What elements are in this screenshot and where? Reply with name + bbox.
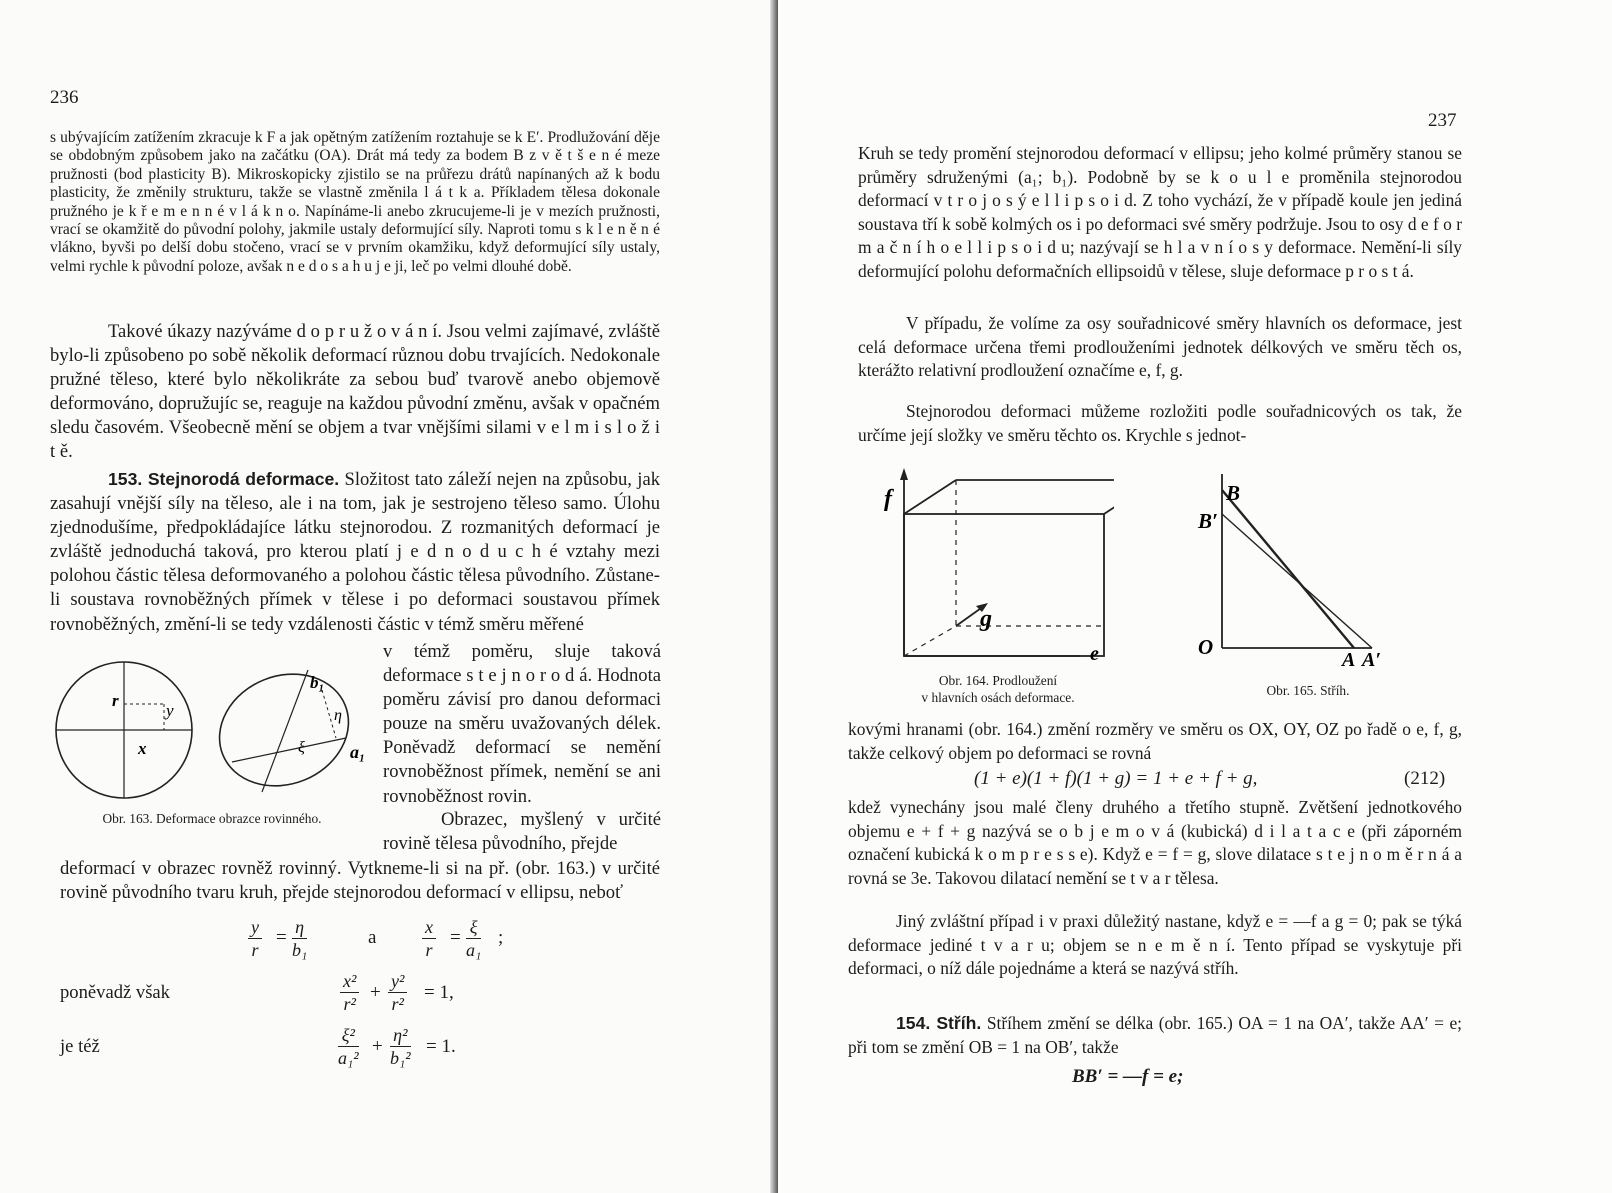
cube-hidden-d	[904, 626, 956, 656]
label-e: e	[1090, 643, 1099, 665]
frac-y-r: $\frac{y}{r}$	[248, 916, 262, 961]
section-153	[50, 467, 660, 637]
label-r: r	[112, 691, 119, 710]
paragraph-kruh: Kruh se tedy promění stejnorodou deformací v ellipsu; jeho kolmé průměry stanou se průměry sdruženými (a₁; b₁). Podobně by se k o u l e proměnila stejnorodou deformací v t r o j o s ý e l l i p s o i d. Z toho vychází, že v případě koule jen jediná soustava tří k sobě kolmých os i po deformaci své směry podržuje. Jsou to osy d e f o r m a č n í h o e l l i p s o i d u; nazývají se h l a v n í o s y deformace. Nemění-li síly deformující polohu deformačních ellipsoidů v tělese, sluje deformace p r o s t á.	[858, 143, 1462, 281]
eq2-plus: +	[370, 982, 381, 1003]
figure-165-shear	[1196, 470, 1386, 666]
frac-xi2-a12: $\frac{\text{ξ²}}{\text{a₁²}}$	[338, 1025, 359, 1068]
cube-edge-3	[1104, 480, 1114, 514]
eq3-rhs: = 1.	[426, 1036, 456, 1057]
frac-xi-a1: $\frac{\xi}{\text{a₁}}$	[466, 917, 482, 960]
eq1-equals-1: =	[276, 927, 287, 948]
frac-eta-b1: $\frac{\eta}{\text{b₁}}$	[292, 917, 308, 960]
eq1-equals-2: =	[450, 927, 461, 948]
page-number-left: 236	[50, 87, 79, 108]
figure-163-caption: Obr. 163. Deformace obrazce rovinného.	[102, 811, 322, 826]
label-je-tez: je též	[60, 1036, 100, 1057]
paragraph-deformaci: deformací v obrazec rovněž rovinný. Vytkneme-li si na př. (obr. 163.) v určité rovině původního tvaru kruh, přejde stejnorodou deformací v ellipsu, neboť	[60, 858, 660, 904]
ellipse-group	[203, 658, 366, 805]
label-a1: a₁	[350, 742, 366, 762]
frac-x-r: $\frac{x}{r}$	[422, 916, 436, 961]
paragraph-kdez: kdež vynechány jsou malé členy druhého a třetího stupně. Zvětšení jednotkového objemu e + f + g nazývá se o b j e m o v á (kubická) d i l a t a c e (při záporném označení kubická k o m p r e s s e). Když e = f = g, slove dilatace s t e j n o m ě r n á a rovná se 3e. Takovou dilatací nemění se t v a r tělesa.	[848, 797, 1462, 888]
line-b2a2	[1222, 514, 1372, 648]
section-153-text: Složitost tato záleží nejen na způsobu, jak zasahují vnější síly na těleso, ale i na tom, jak je sestrojeno těleso samo. Úlohu zjednodušíme, předpokládajíce látku stejnorodou. Z rozmanitých deformací je zvláště jednoduchá taková, pro kterou platí j e d n o d u c h é vztahy mezi polohou částic tělesa deformovaného a polohou částic tělesa původního. Zůstane-li soustava rovnoběžných přímek v tělese i po deformaci soustavou přímek rovnoběžných, změní-li se tedy vzdálenosti částic v témž směru měřené	[50, 469, 660, 635]
section-154	[848, 1012, 1462, 1059]
section-heading-153: 153. Stejnorodá deformace.	[108, 469, 340, 489]
figure-164-caption	[878, 672, 1118, 706]
cube-front-face	[904, 514, 1104, 656]
label-g: g	[980, 606, 992, 632]
label-f: f	[884, 486, 892, 512]
paragraph-dopruzovani: Takové úkazy nazýváme d o p r u ž o v á n í. Jsou velmi zajímavé, zvláště bylo-li způsobeno po sobě několik deformací různou dobu trvajících. Nedokonale pružné těleso, které bylo několikráte za sebou buď tvarově anebo objemově deformováno, dopružujíc se, reaguje na každou původní změnu, avšak v opačném sledu časovém. Všeobecně mění se objem a tvar vnějšími silami v e l m i s l o ž i t ě.	[50, 321, 660, 463]
figure-163-ellipses	[52, 658, 372, 806]
figure-164-caption-line-1: Obr. 164. Prodloužení	[938, 673, 1058, 688]
label-eta: η	[334, 707, 342, 724]
label-xi: ξ	[298, 739, 305, 756]
ellipse-deformed	[203, 658, 366, 805]
section-154-text: Stříhem změní se délka (obr. 165.) OA = 1 na OA′, takže AA′ = e; při tom se změní OB = 1 na OB′, takže	[848, 1013, 1462, 1057]
paragraph-jiny: Jiný zvláštní případ i v praxi důležitý nastane, když e = —f a g = 0; pak se týká deformace jediné t v a r u; objem se n e m ě n í. Tento případ se vyskytuje při deformaci, o níž dále pojednáme a která se nazývá stříh.	[848, 911, 1462, 978]
axis-f-arrow	[900, 468, 908, 480]
paragraph-kovymi: kovými hranami (obr. 164.) změní rozměry ve směru os OX, OY, OZ po řadě o e, f, g, takže celkový objem po deformaci se rovná	[848, 719, 1462, 763]
label-b-prime: B′	[1198, 509, 1218, 533]
cube-edge-1	[904, 480, 956, 514]
figure-165-caption: Obr. 165. Stříh.	[1266, 683, 1350, 698]
equation-212: (1 + e)(1 + f)(1 + g) = 1 + e + f + g,	[974, 768, 1258, 789]
figure-164-caption-line-2: v hlavních osách deformace.	[921, 690, 1075, 705]
right-page	[778, 0, 1612, 1193]
left-page	[0, 0, 778, 1193]
frac-y2-r2: $\frac{\text{y²}}{\text{r²}}$	[388, 970, 407, 1015]
label-b: B	[1226, 481, 1241, 505]
frac-eta2-b12: $\frac{\text{η²}}{\text{b₁²}}$	[390, 1025, 411, 1068]
frac-x2-r2: $\frac{\text{x²}}{\text{r²}}$	[340, 970, 359, 1015]
paragraph-stejnorodou: Stejnorodou deformaci můžeme rozložiti podle souřadnicových os tak, že určíme její složky ve směru těchto os. Krychle s jednot-	[858, 401, 1462, 445]
side-text-2: Obrazec, myšlený v určité rovině tělesa původního, přejde	[383, 809, 661, 855]
small-print-paragraph: s ubývajícím zatížením zkracuje k F a jak opětným zatížením roztahuje se k E′. Prodlužování děje se obdobným způsobem jako na začátku (OA). Drát má tedy za bodem B z v ě t š e n é meze pružnosti (bod plasticity B). Mikroskopicky zjistilo se na průřezu drátů napínaných až k bodu plasticity, že změnily strukturu, takže se vlastně změnila l á t k a. Příkladem tělesa dokonale pružného je k ř e m e n n é v l á k n o. Napínáme-li anebo zkrucujeme-li je v mezích pružnosti, vrací se okamžitě do původní polohy, jakmile ustaly deformující síly. Naproti tomu s k l e n ě n é vlákno, byvši po delší dobu stočeno, vrací se v prvním okamžiku, když deformující síly ustaly, velmi rychle k původní poloze, avšak n e d o s a h u j e ji, leč po velmi dlouhé době.	[50, 129, 660, 275]
ellipse-conj-axis-b	[262, 670, 308, 792]
label-a: A	[1342, 649, 1356, 666]
label-y: y	[166, 701, 174, 720]
figure-164-cube	[884, 466, 1114, 666]
page-number-right: 237	[1428, 110, 1457, 131]
label-b1: b₁	[310, 673, 325, 692]
label-o: O	[1198, 635, 1214, 659]
label-a-prime: A′	[1362, 649, 1381, 666]
equation-212-number: (212)	[1404, 768, 1446, 789]
eq2-rhs: = 1,	[424, 982, 454, 1003]
equation-bb: BB′ = —f = e;	[1072, 1066, 1184, 1087]
label-x: x	[138, 739, 147, 758]
section-heading-154: 154. Stříh.	[896, 1013, 982, 1033]
paragraph-pripadu: V případu, že volíme za osy souřadnicové směry hlavních os deformace, jest celá deformace určena třemi prodlouženími jednotek délkových ve směru těch os, kterážto relativní prodloužení označíme e, f, g.	[858, 313, 1462, 380]
line-ba	[1222, 490, 1354, 648]
eq3-plus: +	[372, 1036, 383, 1057]
label-ponevadz-vsak: poněvadž však	[60, 982, 170, 1003]
side-text: v témž poměru, sluje taková deformace s t e j n o r o d á. Hodnota poměru závisí pro danou deformaci pouze na směru uvažovaných délek. Poněvadž deformací se nemění rovnoběžnost přímek, nemění se ani rovnoběžnost rovin.	[383, 641, 661, 807]
eq1-and: a	[368, 927, 377, 948]
ellipse-conj-axis-a	[232, 738, 346, 762]
eq1-semicolon: ;	[498, 927, 504, 948]
